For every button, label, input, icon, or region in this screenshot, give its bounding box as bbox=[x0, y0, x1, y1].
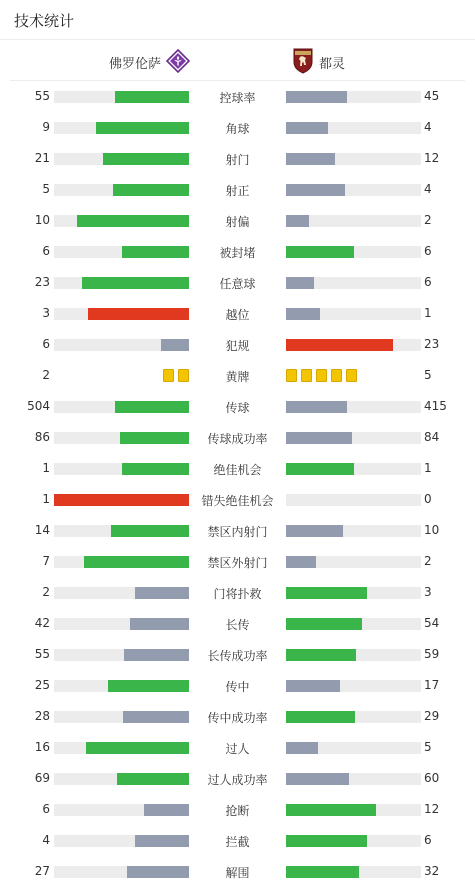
yellow-card-icon bbox=[331, 369, 342, 382]
away-stat-bar-track bbox=[286, 91, 421, 103]
away-stat-value: 60 bbox=[424, 771, 440, 785]
away-stat-bar-track bbox=[286, 587, 421, 599]
home-stat-bar-track bbox=[54, 494, 189, 506]
away-stat-bar-fill bbox=[286, 91, 347, 103]
away-stat-bar-fill bbox=[286, 339, 393, 351]
home-stat-value: 16 bbox=[34, 740, 50, 754]
home-stat-value: 55 bbox=[34, 647, 50, 661]
stat-label: 被封堵 bbox=[219, 246, 256, 260]
page-title: 技术统计 bbox=[14, 12, 75, 30]
away-stat-bar-track bbox=[286, 494, 421, 506]
home-stat-value: 23 bbox=[34, 275, 50, 289]
stat-row bbox=[0, 515, 475, 546]
away-stat-bar-fill bbox=[286, 246, 354, 258]
home-stat-value: 3 bbox=[42, 306, 50, 320]
stat-row bbox=[0, 794, 475, 825]
away-stat-value: 5 bbox=[424, 368, 432, 382]
stats-list bbox=[0, 81, 475, 887]
home-stat-value: 42 bbox=[34, 616, 50, 630]
home-stat-bar-fill bbox=[111, 525, 189, 537]
away-stat-value: 12 bbox=[424, 151, 440, 165]
home-stat-bar-track bbox=[54, 215, 189, 227]
stat-label: 射正 bbox=[225, 184, 250, 198]
home-stat-value: 14 bbox=[34, 523, 50, 537]
away-stat-bar-fill bbox=[286, 742, 318, 754]
away-stat-bar-track bbox=[286, 308, 421, 320]
home-stat-bar-fill bbox=[130, 618, 189, 630]
away-stat-value: 32 bbox=[424, 864, 440, 878]
home-stat-value: 86 bbox=[34, 430, 50, 444]
stat-label: 过人 bbox=[225, 742, 250, 756]
stat-label: 任意球 bbox=[219, 277, 256, 291]
away-stat-bar-fill bbox=[286, 773, 349, 785]
away-stat-bar-track bbox=[286, 835, 421, 847]
away-stat-bar-track bbox=[286, 339, 421, 351]
away-stat-bar-fill bbox=[286, 463, 354, 475]
away-stat-bar-fill bbox=[286, 525, 343, 537]
away-stat-bar-track bbox=[286, 742, 421, 754]
home-stat-bar-track bbox=[54, 866, 189, 878]
away-stat-value: 5 bbox=[424, 740, 432, 754]
home-stat-value: 21 bbox=[34, 151, 50, 165]
away-stat-bar-fill bbox=[286, 618, 362, 630]
away-stat-value: 6 bbox=[424, 833, 432, 847]
away-stat-value: 45 bbox=[424, 89, 440, 103]
stat-label: 过人成功率 bbox=[207, 773, 268, 787]
stat-label: 犯规 bbox=[225, 339, 250, 353]
home-stat-bar-track bbox=[54, 835, 189, 847]
home-stat-value: 1 bbox=[42, 461, 50, 475]
home-stat-bar-track bbox=[54, 401, 189, 413]
home-stat-bar-track bbox=[54, 649, 189, 661]
stat-row bbox=[0, 143, 475, 174]
away-stat-value: 6 bbox=[424, 275, 432, 289]
home-stat-value: 6 bbox=[42, 802, 50, 816]
stat-row bbox=[0, 267, 475, 298]
home-stat-bar-fill bbox=[54, 494, 189, 506]
home-stat-value: 6 bbox=[42, 337, 50, 351]
stat-row bbox=[0, 81, 475, 112]
home-stat-bar-track bbox=[54, 711, 189, 723]
home-stat-value: 2 bbox=[42, 585, 50, 599]
stat-label: 禁区内射门 bbox=[207, 525, 268, 539]
away-stat-bar-track bbox=[286, 246, 421, 258]
stat-row bbox=[0, 546, 475, 577]
away-stat-value: 415 bbox=[424, 399, 447, 413]
home-stat-bar-fill bbox=[161, 339, 189, 351]
home-stat-bar-track bbox=[54, 339, 189, 351]
stat-label: 禁区外射门 bbox=[207, 556, 268, 570]
home-stat-value: 10 bbox=[34, 213, 50, 227]
stat-label: 绝佳机会 bbox=[213, 463, 262, 477]
fiorentina-crest-icon[interactable] bbox=[166, 49, 190, 73]
stat-label: 越位 bbox=[225, 308, 250, 322]
yellow-card-icon bbox=[178, 369, 189, 382]
away-stat-bar-fill bbox=[286, 835, 367, 847]
stat-row bbox=[0, 205, 475, 236]
home-stat-value: 5 bbox=[42, 182, 50, 196]
away-stat-value: 1 bbox=[424, 306, 432, 320]
home-stat-bar-fill bbox=[113, 184, 189, 196]
home-stat-bar-track bbox=[54, 463, 189, 475]
home-stat-bar-fill bbox=[122, 463, 190, 475]
home-stat-bar-fill bbox=[115, 401, 189, 413]
home-stat-bar-fill bbox=[88, 308, 189, 320]
away-stat-value: 1 bbox=[424, 461, 432, 475]
away-yellow-cards bbox=[286, 369, 361, 382]
yellow-card-icon bbox=[346, 369, 357, 382]
home-stat-bar-fill bbox=[144, 804, 189, 816]
stat-row bbox=[0, 763, 475, 794]
home-stat-bar-fill bbox=[124, 649, 189, 661]
stat-label: 拦截 bbox=[225, 835, 250, 849]
away-stat-bar-fill bbox=[286, 153, 335, 165]
teams-bar bbox=[10, 41, 465, 81]
away-stat-bar-track bbox=[286, 773, 421, 785]
home-stat-bar-fill bbox=[122, 246, 190, 258]
stat-label: 错失绝佳机会 bbox=[201, 494, 274, 508]
away-stat-bar-fill bbox=[286, 866, 359, 878]
stat-label: 门将扑救 bbox=[213, 587, 262, 601]
home-stat-bar-track bbox=[54, 432, 189, 444]
home-stat-bar-fill bbox=[103, 153, 189, 165]
away-stat-bar-track bbox=[286, 866, 421, 878]
home-stat-bar-fill bbox=[135, 835, 189, 847]
home-stat-value: 69 bbox=[34, 771, 50, 785]
home-stat-bar-track bbox=[54, 525, 189, 537]
home-stat-value: 1 bbox=[42, 492, 50, 506]
home-stat-bar-fill bbox=[117, 773, 189, 785]
stat-row bbox=[0, 825, 475, 856]
away-stat-bar-fill bbox=[286, 556, 316, 568]
away-stat-value: 3 bbox=[424, 585, 432, 599]
stat-row bbox=[0, 174, 475, 205]
home-stat-bar-track bbox=[54, 618, 189, 630]
stat-row bbox=[0, 732, 475, 763]
home-stat-bar-fill bbox=[108, 680, 189, 692]
home-yellow-cards bbox=[159, 369, 189, 382]
home-stat-bar-track bbox=[54, 122, 189, 134]
away-stat-bar-fill bbox=[286, 432, 352, 444]
away-stat-value: 59 bbox=[424, 647, 440, 661]
home-stat-bar-track bbox=[54, 742, 189, 754]
home-stat-bar-fill bbox=[77, 215, 189, 227]
stat-row bbox=[0, 360, 475, 391]
stat-label: 长传 bbox=[225, 618, 250, 632]
home-stat-bar-track bbox=[54, 587, 189, 599]
home-stat-value: 9 bbox=[42, 120, 50, 134]
home-stat-bar-fill bbox=[84, 556, 189, 568]
home-stat-bar-track bbox=[54, 91, 189, 103]
stat-label: 射门 bbox=[225, 153, 250, 167]
away-stat-value: 4 bbox=[424, 182, 432, 196]
home-stat-value: 504 bbox=[27, 399, 50, 413]
away-stat-bar-fill bbox=[286, 308, 320, 320]
stat-label: 传中 bbox=[225, 680, 250, 694]
stat-label: 控球率 bbox=[219, 91, 256, 105]
stat-row bbox=[0, 608, 475, 639]
home-stat-value: 7 bbox=[42, 554, 50, 568]
away-stat-value: 10 bbox=[424, 523, 440, 537]
away-stat-value: 6 bbox=[424, 244, 432, 258]
yellow-card-icon bbox=[316, 369, 327, 382]
stat-row bbox=[0, 422, 475, 453]
away-stat-value: 2 bbox=[424, 554, 432, 568]
home-team-name[interactable]: 佛罗伦萨 bbox=[108, 57, 161, 72]
away-stat-bar-track bbox=[286, 277, 421, 289]
stat-label: 解围 bbox=[225, 866, 250, 880]
torino-crest-icon[interactable] bbox=[292, 48, 314, 74]
away-stat-value: 23 bbox=[424, 337, 440, 351]
home-stat-bar-fill bbox=[115, 91, 189, 103]
home-stat-bar-fill bbox=[123, 711, 189, 723]
stat-row bbox=[0, 329, 475, 360]
away-stat-bar-fill bbox=[286, 215, 309, 227]
home-stat-bar-track bbox=[54, 277, 189, 289]
stat-row bbox=[0, 453, 475, 484]
home-stat-value: 2 bbox=[42, 368, 50, 382]
home-stat-bar-fill bbox=[96, 122, 189, 134]
stat-row bbox=[0, 670, 475, 701]
home-stat-bar-fill bbox=[120, 432, 189, 444]
away-stat-bar-fill bbox=[286, 401, 347, 413]
stat-row bbox=[0, 112, 475, 143]
home-stat-bar-track bbox=[54, 773, 189, 785]
home-stat-bar-track bbox=[54, 184, 189, 196]
stat-row bbox=[0, 298, 475, 329]
stat-row bbox=[0, 484, 475, 515]
away-stat-bar-fill bbox=[286, 711, 355, 723]
yellow-card-icon bbox=[301, 369, 312, 382]
away-stat-bar-track bbox=[286, 122, 421, 134]
stat-label: 传球 bbox=[225, 401, 250, 415]
home-stat-value: 27 bbox=[34, 864, 50, 878]
stat-row bbox=[0, 701, 475, 732]
home-stat-value: 25 bbox=[34, 678, 50, 692]
stat-label: 长传成功率 bbox=[207, 649, 268, 663]
away-stat-value: 29 bbox=[424, 709, 440, 723]
stat-label: 黄牌 bbox=[225, 370, 250, 384]
away-stat-bar-track bbox=[286, 153, 421, 165]
stat-row bbox=[0, 639, 475, 670]
away-stat-bar-track bbox=[286, 649, 421, 661]
away-stat-bar-fill bbox=[286, 587, 367, 599]
stat-label: 角球 bbox=[225, 122, 250, 136]
away-stat-bar-track bbox=[286, 401, 421, 413]
away-stat-value: 84 bbox=[424, 430, 440, 444]
stat-row bbox=[0, 856, 475, 887]
home-stat-value: 55 bbox=[34, 89, 50, 103]
away-stat-bar-track bbox=[286, 680, 421, 692]
away-stat-bar-track bbox=[286, 463, 421, 475]
home-stat-bar-fill bbox=[135, 587, 189, 599]
away-stat-bar-track bbox=[286, 804, 421, 816]
home-stat-value: 6 bbox=[42, 244, 50, 258]
stat-label: 传中成功率 bbox=[207, 711, 268, 725]
stats-header bbox=[0, 0, 475, 40]
away-stat-bar-track bbox=[286, 432, 421, 444]
stat-row bbox=[0, 391, 475, 422]
away-stat-bar-fill bbox=[286, 122, 328, 134]
home-stat-bar-track bbox=[54, 153, 189, 165]
away-stat-bar-track bbox=[286, 215, 421, 227]
away-stat-bar-track bbox=[286, 556, 421, 568]
away-stat-value: 54 bbox=[424, 616, 440, 630]
away-stat-bar-fill bbox=[286, 804, 376, 816]
home-stat-bar-fill bbox=[82, 277, 189, 289]
home-stat-bar-fill bbox=[86, 742, 189, 754]
stat-row bbox=[0, 236, 475, 267]
yellow-card-icon bbox=[163, 369, 174, 382]
away-stat-value: 12 bbox=[424, 802, 440, 816]
home-stat-bar-fill bbox=[127, 866, 189, 878]
away-stat-bar-track bbox=[286, 711, 421, 723]
yellow-card-icon bbox=[286, 369, 297, 382]
away-stat-bar-fill bbox=[286, 680, 340, 692]
away-stat-value: 17 bbox=[424, 678, 440, 692]
away-stat-value: 2 bbox=[424, 213, 432, 227]
stat-label: 射偏 bbox=[225, 215, 250, 229]
away-stat-bar-fill bbox=[286, 277, 314, 289]
away-stat-value: 4 bbox=[424, 120, 432, 134]
stat-label: 抢断 bbox=[225, 804, 250, 818]
away-stat-bar-track bbox=[286, 525, 421, 537]
stat-label: 传球成功率 bbox=[207, 432, 268, 446]
home-stat-value: 28 bbox=[34, 709, 50, 723]
home-stat-value: 4 bbox=[42, 833, 50, 847]
home-stat-bar-track bbox=[54, 246, 189, 258]
away-stat-bar-track bbox=[286, 618, 421, 630]
away-stat-bar-track bbox=[286, 184, 421, 196]
home-stat-bar-track bbox=[54, 680, 189, 692]
away-stat-bar-fill bbox=[286, 184, 345, 196]
away-stat-value: 0 bbox=[424, 492, 432, 506]
home-stat-bar-track bbox=[54, 556, 189, 568]
away-stat-bar-fill bbox=[286, 649, 356, 661]
stat-row bbox=[0, 577, 475, 608]
home-stat-bar-track bbox=[54, 804, 189, 816]
home-stat-bar-track bbox=[54, 308, 189, 320]
away-team-name[interactable]: 都灵 bbox=[319, 57, 346, 72]
